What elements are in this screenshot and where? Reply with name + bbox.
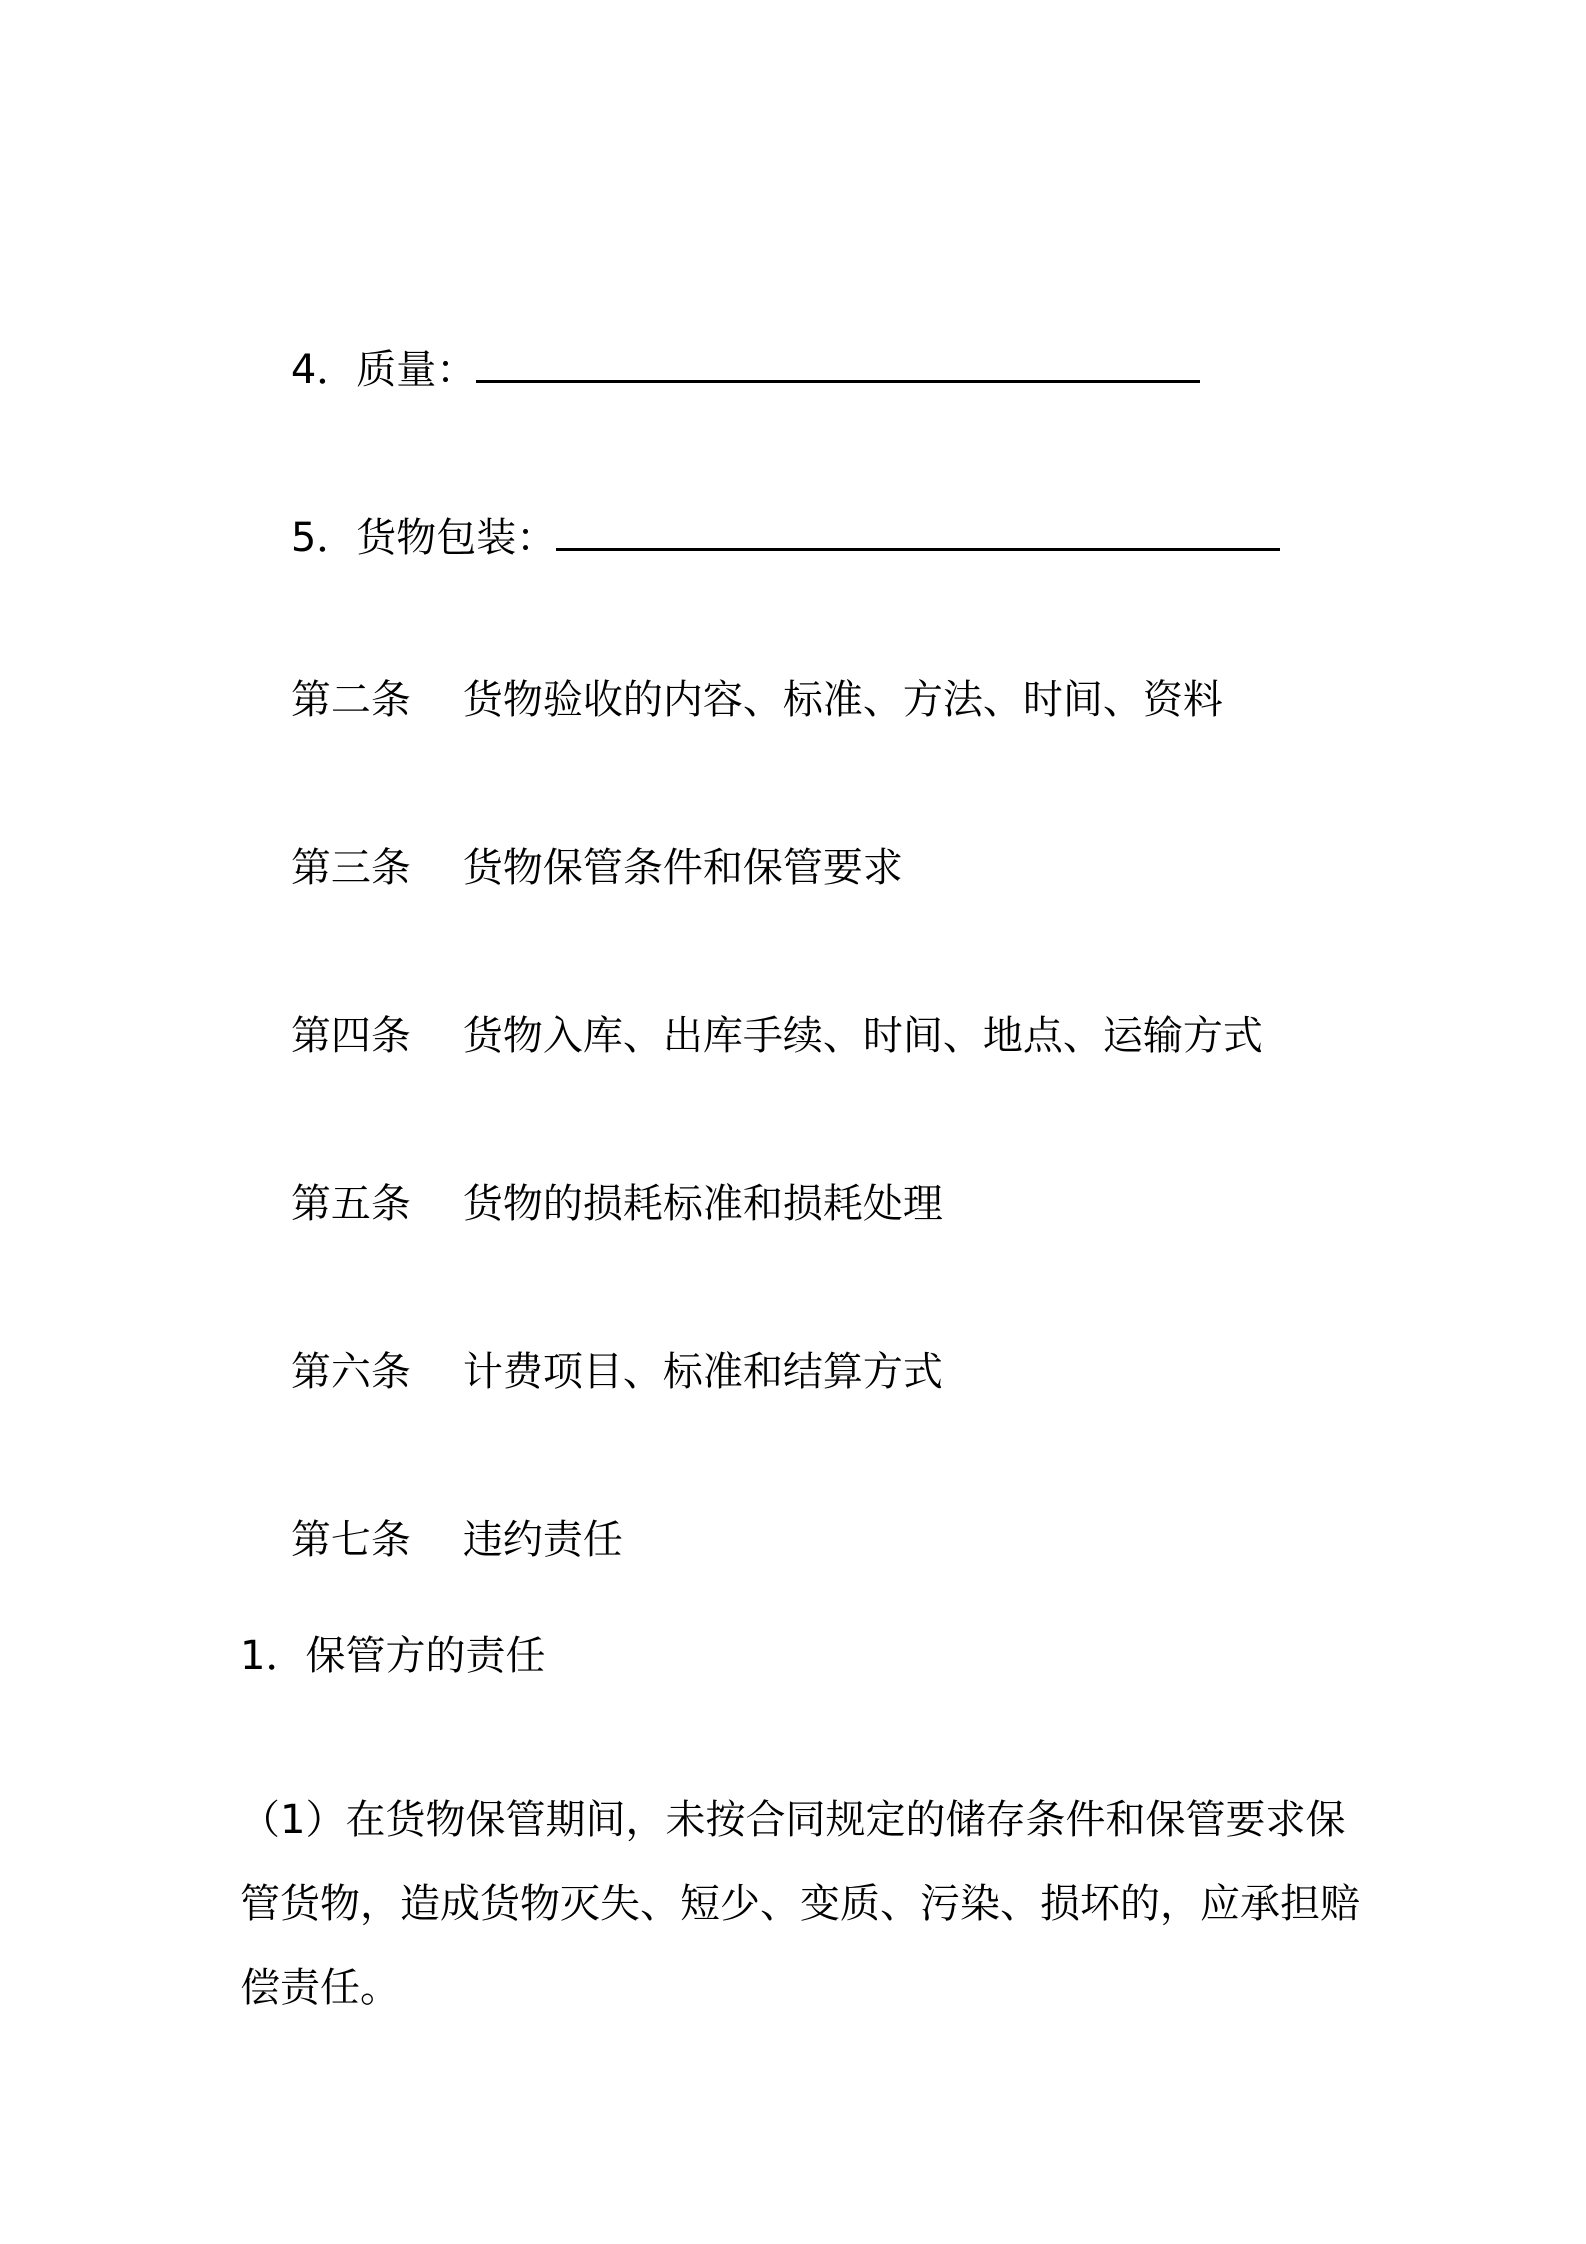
field-packaging-blank[interactable]	[556, 512, 1280, 551]
subheading-custodian-liability: 1．保管方的责任	[240, 1633, 546, 1679]
article-7-text: 违约责任	[462, 1517, 623, 1563]
article-5	[240, 1126, 943, 1282]
field-packaging	[240, 460, 1280, 616]
article-3	[240, 790, 903, 946]
article-2-number: 第二条	[290, 677, 411, 723]
article-7-number: 第七条	[290, 1517, 411, 1563]
article-4-number: 第四条	[290, 1013, 411, 1059]
article-4	[240, 958, 1263, 1114]
article-2	[240, 622, 1223, 778]
field-quality-blank[interactable]	[476, 344, 1200, 383]
article-3-number: 第三条	[290, 845, 411, 891]
paragraph-clause-1: （1）在货物保管期间，未按合同规定的储存条件和保管要求保管货物，造成货物灭失、短少、变质、污染、损坏的，应承担赔偿责任。	[240, 1797, 1360, 2011]
article-6-number: 第六条	[290, 1349, 411, 1395]
field-packaging-label: 5．货物包装：	[290, 515, 557, 561]
article-6-text: 计费项目、标准和结算方式	[462, 1349, 943, 1395]
article-5-number: 第五条	[290, 1181, 411, 1227]
field-quality-label: 4．质量：	[290, 347, 477, 393]
article-5-text: 货物的损耗标准和损耗处理	[462, 1181, 943, 1227]
field-quality	[240, 292, 1200, 448]
article-4-text: 货物入库、出库手续、时间、地点、运输方式	[462, 1013, 1263, 1059]
article-6	[240, 1294, 943, 1450]
article-7	[240, 1462, 623, 1618]
article-3-text: 货物保管条件和保管要求	[462, 845, 903, 891]
article-2-text: 货物验收的内容、标准、方法、时间、资料	[462, 677, 1223, 723]
